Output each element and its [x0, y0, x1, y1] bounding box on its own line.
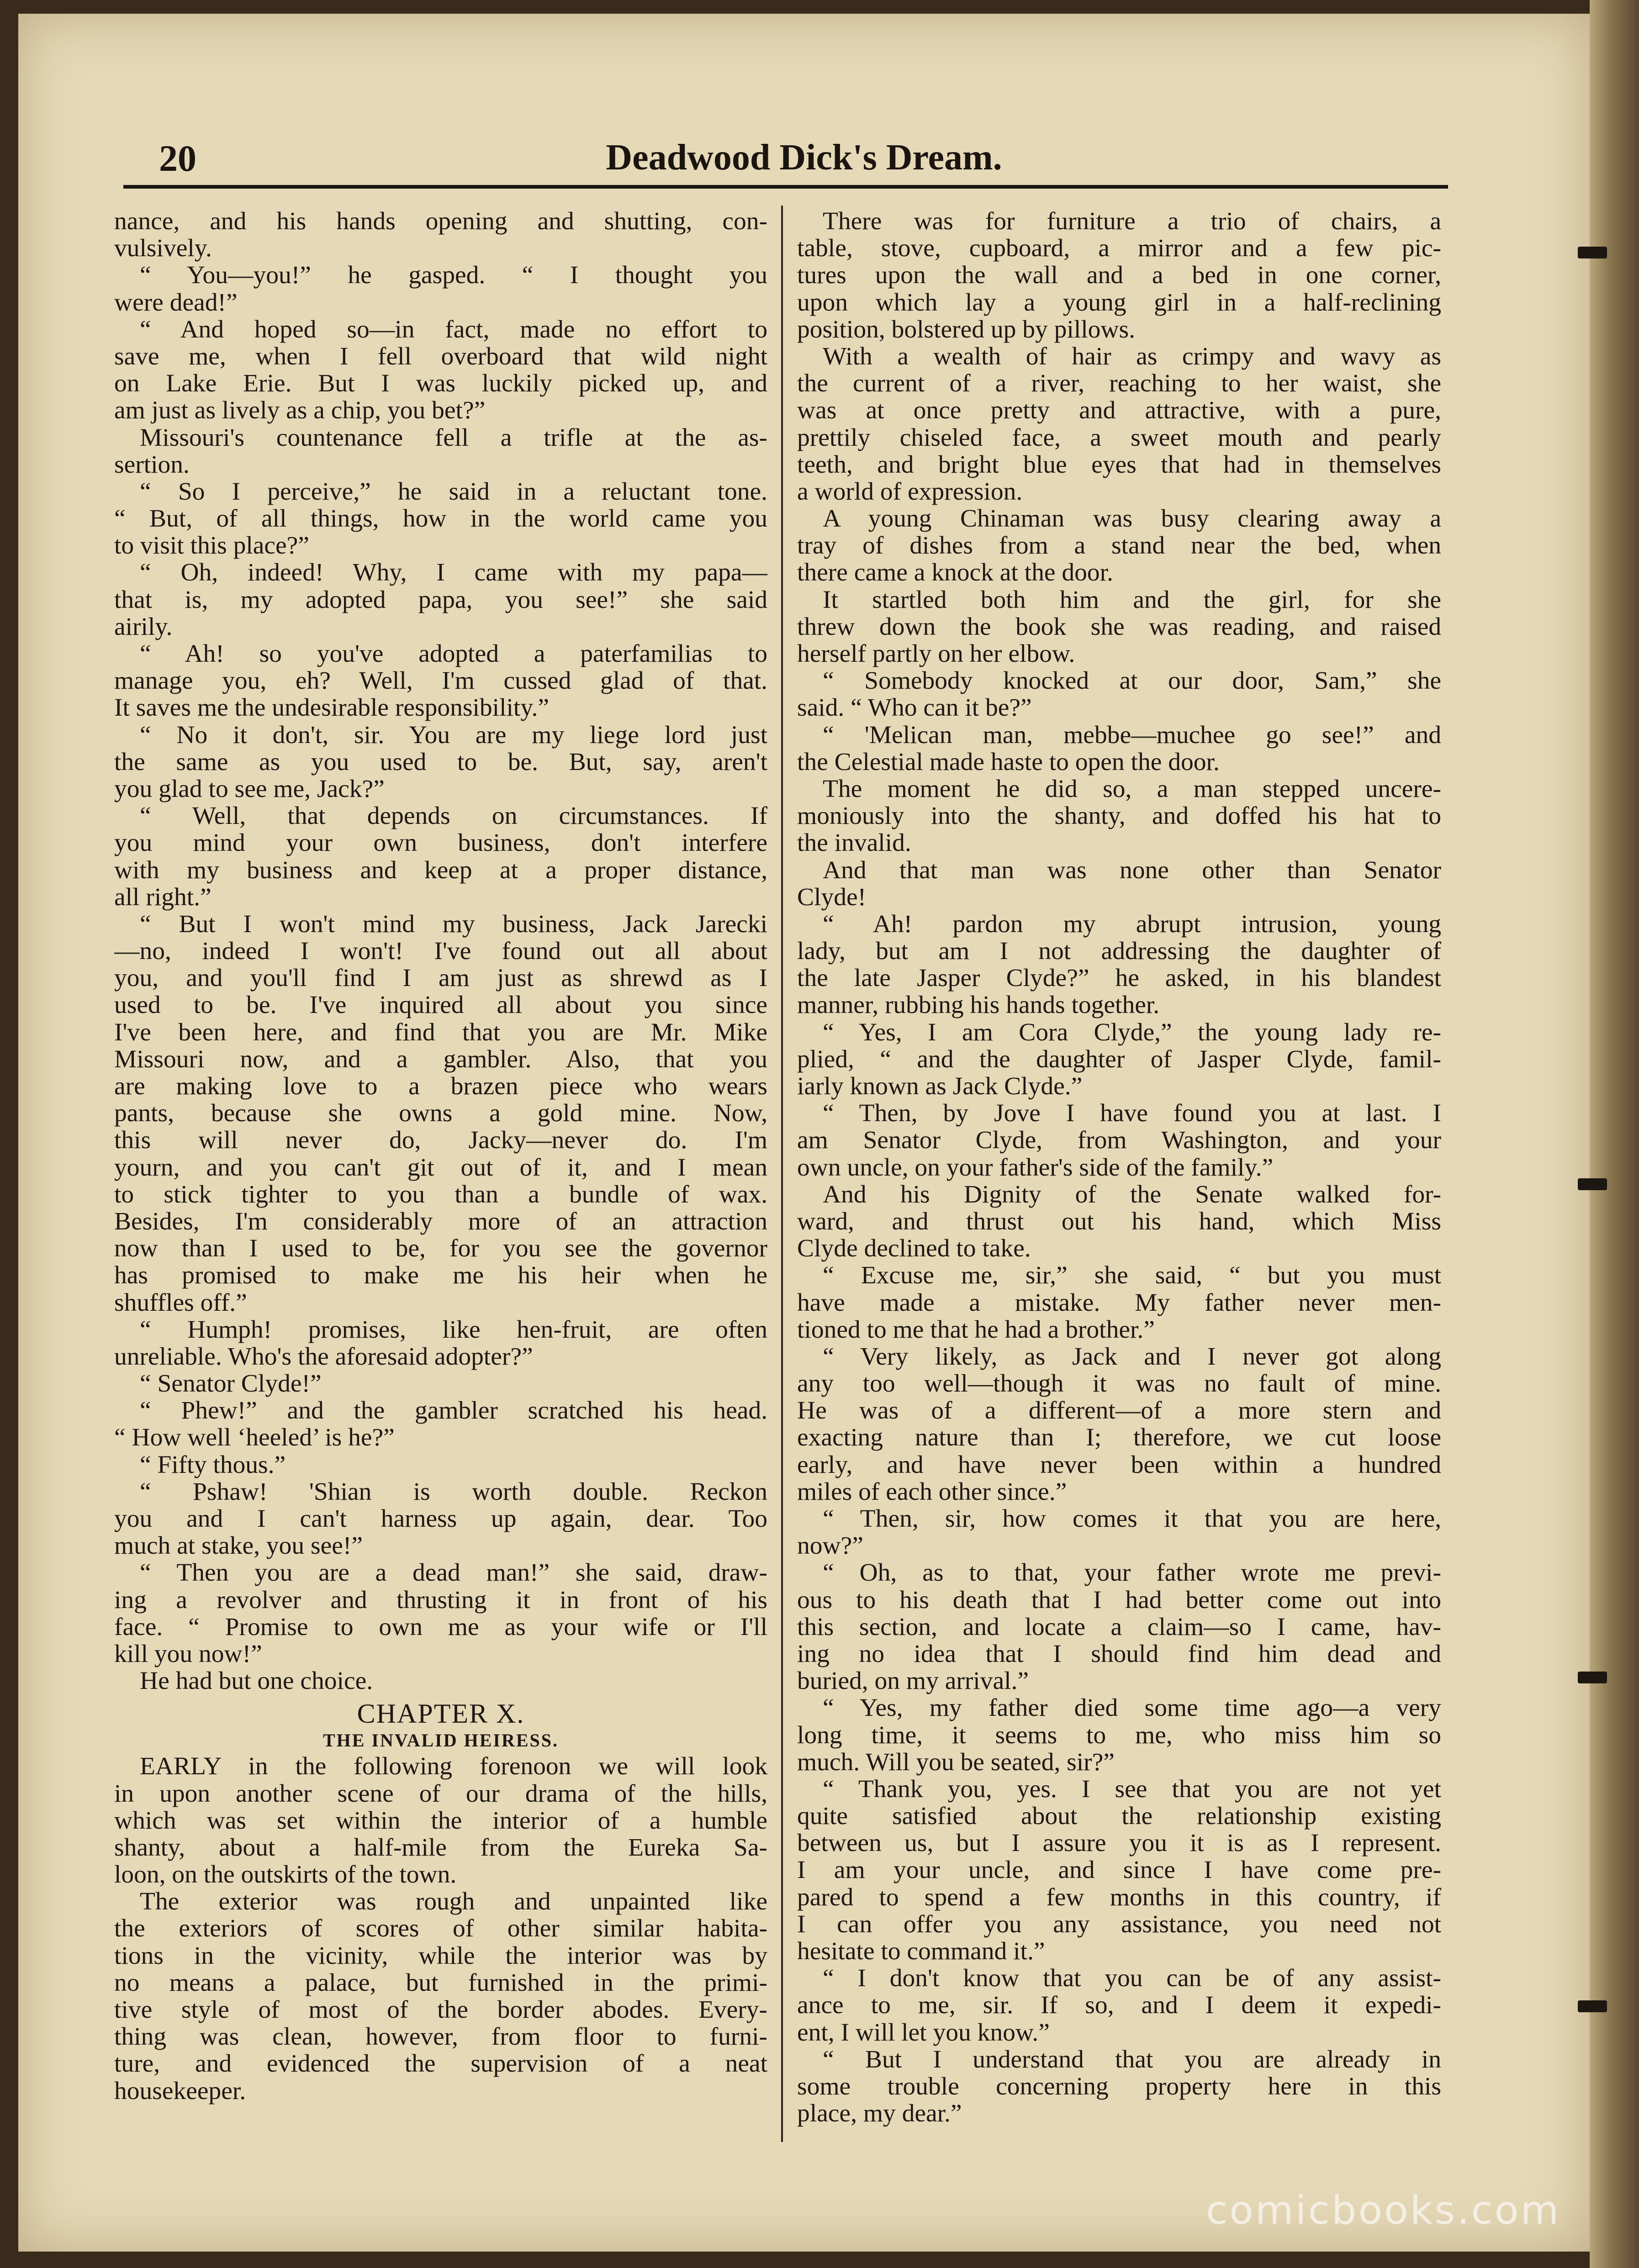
text-line: housekeeper.: [114, 2077, 246, 2104]
text-line: “ How well ‘heeled’ is he?”: [114, 1424, 395, 1451]
text-line: much. Will you be seated, sir?”: [797, 1748, 1115, 1776]
text-line: the Celestial made haste to open the door.: [797, 748, 1220, 775]
text-line: Missouri's countenance fell a trifle at the as-: [140, 424, 767, 451]
text-line: I am your uncle, and since I have come pre-: [797, 1857, 1441, 1884]
text-line: used to be. I've inquired all about you since: [114, 992, 767, 1019]
text-line: the same as you used to be. But, say, aren't: [114, 748, 767, 775]
text-line: Clyde!: [797, 883, 867, 911]
text-line: ture, and evidenced the supervision of a neat: [114, 2050, 767, 2078]
text-line: He had but one choice.: [140, 1667, 373, 1695]
text-line: prettily chiseled face, a sweet mouth and pearly: [797, 424, 1441, 451]
text-line: Besides, I'm considerably more of an attraction: [114, 1208, 767, 1235]
text-line: were dead!”: [114, 289, 238, 316]
text-line: face. “ Promise to own me as your wife or I'll: [114, 1613, 767, 1640]
text-line: “ Then you are a dead man!” she said, draw-: [140, 1559, 767, 1587]
text-line: place, my dear.”: [797, 2100, 962, 2127]
text-line: tive style of most of the border abodes. Every-: [114, 1996, 767, 2024]
column-divider: [781, 206, 783, 2142]
text-line: which was set within the interior of a humble: [114, 1807, 767, 1834]
text-line: ous to his death that I had better come out into: [797, 1586, 1441, 1614]
text-line: loon, on the outskirts of the town.: [114, 1861, 457, 1888]
text-line: “ I don't know that you can be of any assist-: [823, 1965, 1441, 1992]
text-line: shanty, about a half-mile from the Eureka Sa-: [114, 1834, 767, 1862]
text-line: a world of expression.: [797, 478, 1023, 506]
text-line: exacting nature than I; therefore, we cut loose: [797, 1424, 1441, 1451]
text-line: upon which lay a young girl in a half-reclining: [797, 289, 1441, 316]
text-line: I can offer you any assistance, you need not: [797, 1910, 1441, 1938]
text-line: “ But, of all things, how in the world came you: [114, 505, 767, 533]
text-line: manner, rubbing his hands together.: [797, 992, 1160, 1019]
text-line: sertion.: [114, 451, 190, 478]
text-line: I've been here, and find that you are Mr. Mike: [114, 1018, 767, 1046]
binding-spine: [1590, 0, 1639, 2268]
text-line: “ Then, sir, how comes it that you are here,: [823, 1505, 1441, 1533]
staple: [1578, 247, 1607, 258]
text-line: airily.: [114, 613, 173, 640]
left-column: [114, 208, 767, 2104]
text-line: The moment he did so, a man stepped uncere-: [823, 775, 1441, 803]
text-line: quite satisfied about the relationship existing: [797, 1803, 1441, 1830]
text-line: “ Humph! promises, like hen-fruit, are often: [140, 1316, 767, 1343]
text-line: pants, because she owns a gold mine. Now,: [114, 1100, 767, 1127]
text-line: to stick tighter to you than a bundle of wax.: [114, 1181, 767, 1208]
text-line: much at stake, you see!”: [114, 1532, 363, 1560]
text-line: He was of a different—of a more stern and: [797, 1397, 1441, 1424]
text-line: And his Dignity of the Senate walked for-: [823, 1181, 1441, 1208]
text-line: hesitate to command it.”: [797, 1938, 1045, 1965]
text-line: that is, my adopted papa, you see!” she said: [114, 586, 767, 613]
text-line: tray of dishes from a stand near the bed, when: [797, 532, 1441, 559]
text-line: Clyde declined to take.: [797, 1235, 1031, 1262]
text-line: are making love to a brazen piece who wears: [114, 1073, 767, 1100]
text-line: —no, indeed I won't! I've found out all about: [114, 938, 767, 965]
text-line: there came a knock at the door.: [797, 559, 1113, 586]
text-line: “ Yes, I am Cora Clyde,” the young lady re-: [823, 1018, 1441, 1046]
text-line: early, and have never been within a hundred: [797, 1451, 1441, 1478]
running-title: Deadwood Dick's Dream.: [606, 137, 1002, 178]
text-line: It startled both him and the girl, for she: [823, 586, 1441, 613]
text-line: tions in the vicinity, while the interior was by: [114, 1942, 767, 1969]
text-line: There was for furniture a trio of chairs, a: [823, 208, 1441, 235]
text-line: all right.”: [114, 883, 211, 911]
text-line: “ Excuse me, sir,” she said, “ but you must: [823, 1262, 1441, 1289]
text-line: It saves me the undesirable responsibility.”: [114, 694, 549, 722]
text-line: threw down the book she was reading, and raised: [797, 613, 1441, 640]
text-line: nance, and his hands opening and shutting, con-: [114, 208, 767, 235]
text-line: “ Well, that depends on circumstances. If: [140, 802, 767, 830]
watermark: comicbooks.com: [1206, 2188, 1561, 2233]
text-line: now?”: [797, 1532, 863, 1560]
text-line: teeth, and bright blue eyes that had in themselves: [797, 451, 1441, 478]
text-line: “ But I won't mind my business, Jack Jarecki: [140, 910, 767, 938]
text-line: lady, but am I not addressing the daughter of: [797, 938, 1441, 965]
chapter-subtitle: THE INVALID HEIRESS.: [323, 1730, 559, 1751]
text-line: ward, and thrust out his hand, which Miss: [797, 1208, 1441, 1235]
header-rule: [123, 185, 1448, 189]
text-line: vulsively.: [114, 235, 212, 262]
left-column-text: [114, 208, 767, 1694]
text-line: was at once pretty and attractive, with a pure,: [797, 397, 1441, 424]
text-line: “ No it don't, sir. You are my liege lord just: [140, 721, 767, 749]
text-line: “ So I perceive,” he said in a reluctant tone.: [140, 478, 767, 506]
text-line: “ And hoped so—in fact, made no effort to: [140, 316, 767, 343]
text-line: this section, and locate a claim—so I came, hav-: [797, 1613, 1441, 1640]
text-line: The exterior was rough and unpainted like: [140, 1888, 767, 1915]
text-line: thing was clean, however, from floor to furni-: [114, 2023, 767, 2051]
text-line: ing no idea that I should find him dead and: [797, 1640, 1441, 1668]
text-line: “ 'Melican man, mebbe—muchee go see!” and: [823, 721, 1441, 749]
text-line: tioned to me that he had a brother.”: [797, 1316, 1155, 1343]
text-line: plied, “ and the daughter of Jasper Clyde, famil-: [797, 1045, 1441, 1073]
text-line: EARLY in the following forenoon we will look: [140, 1753, 767, 1780]
right-column: [797, 208, 1441, 2127]
text-line: “ Fifty thous.”: [140, 1451, 286, 1478]
text-line: any too well—though it was no fault of mine.: [797, 1370, 1441, 1398]
text-line: Missouri now, and a gambler. Also, that you: [114, 1045, 767, 1073]
text-line: yourn, and you can't git out of it, and I mean: [114, 1154, 767, 1181]
text-line: And that man was none other than Senator: [823, 856, 1441, 884]
text-line: shuffles off.”: [114, 1289, 247, 1316]
text-line: long time, it seems to me, who miss him so: [797, 1721, 1441, 1749]
text-line: iarly known as Jack Clyde.”: [797, 1073, 1083, 1100]
text-line: miles of each other since.”: [797, 1478, 1067, 1505]
text-line: to visit this place?”: [114, 532, 309, 559]
text-line: pared to spend a few months in this country, if: [797, 1883, 1441, 1911]
text-line: am just as lively as a chip, you bet?”: [114, 397, 486, 424]
text-line: “ Oh, as to that, your father wrote me previ-: [823, 1559, 1441, 1587]
text-line: the invalid.: [797, 829, 911, 857]
text-line: moniously into the shanty, and doffed his hat to: [797, 802, 1441, 830]
right-column-text: [797, 208, 1441, 2127]
text-line: buried, on my arrival.”: [797, 1667, 1029, 1695]
text-line: ent, I will let you know.”: [797, 2019, 1050, 2046]
staple: [1578, 1672, 1607, 1683]
text-line: With a wealth of hair as crimpy and wavy as: [823, 343, 1441, 370]
text-line: no means a palace, but furnished in the primi-: [114, 1969, 767, 1996]
text-line: now than I used to be, for you see the governor: [114, 1235, 767, 1262]
text-line: save me, when I fell overboard that wild night: [114, 343, 767, 370]
text-line: you, and you'll find I am just as shrewd as I: [114, 965, 767, 992]
text-line: table, stove, cupboard, a mirror and a few pic-: [797, 235, 1441, 262]
text-line: you glad to see me, Jack?”: [114, 775, 385, 803]
text-line: “ Thank you, yes. I see that you are not yet: [823, 1775, 1441, 1803]
text-line: between us, but I assure you it is as I represent.: [797, 1830, 1441, 1857]
text-line: in upon another scene of our drama of the hills,: [114, 1780, 767, 1807]
staple: [1578, 1178, 1607, 1190]
text-line: own uncle, on your father's side of the family.”: [797, 1154, 1274, 1181]
text-line: ance to me, sir. If so, and I deem it expedi-: [797, 1992, 1441, 2019]
chapter-title: CHAPTER X.: [357, 1698, 525, 1729]
text-line: unreliable. Who's the aforesaid adopter?”: [114, 1343, 533, 1371]
text-line: ing a revolver and thrusting it in front of his: [114, 1586, 767, 1614]
staple: [1578, 2000, 1607, 2012]
text-line: manage you, eh? Well, I'm cussed glad of that.: [114, 667, 767, 695]
text-line: the current of a river, reaching to her waist, she: [797, 370, 1441, 397]
text-line: position, bolstered up by pillows.: [797, 316, 1135, 343]
text-line: “ Oh, indeed! Why, I came with my papa—: [140, 559, 767, 586]
text-line: said. “ Who can it be?”: [797, 694, 1032, 722]
text-line: “ Ah! so you've adopted a paterfamilias to: [140, 640, 767, 668]
page-number: 20: [159, 137, 196, 179]
text-line: on Lake Erie. But I was luckily picked up, and: [114, 370, 767, 397]
text-line: “ Pshaw! 'Shian is worth double. Reckon: [140, 1478, 767, 1505]
text-line: tures upon the wall and a bed in one corner,: [797, 262, 1441, 289]
text-line: kill you now!”: [114, 1640, 262, 1668]
text-line: “ Very likely, as Jack and I never got along: [823, 1343, 1441, 1371]
text-line: “ Senator Clyde!”: [140, 1370, 322, 1398]
text-line: “ Somebody knocked at our door, Sam,” she: [823, 667, 1441, 695]
text-line: with my business and keep at a proper distance,: [114, 856, 767, 884]
text-line: has promised to make me his heir when he: [114, 1262, 767, 1289]
text-line: this will never do, Jacky—never do. I'm: [114, 1127, 767, 1154]
text-line: A young Chinaman was busy clearing away a: [823, 505, 1441, 533]
text-line: the exteriors of scores of other similar habita-: [114, 1915, 767, 1942]
text-line: am Senator Clyde, from Washington, and your: [797, 1127, 1441, 1154]
text-line: herself partly on her elbow.: [797, 640, 1075, 668]
left-column-text-after-chapter: [114, 1753, 767, 2104]
text-line: “ You—you!” he gasped. “ I thought you: [140, 262, 767, 289]
text-line: have made a mistake. My father never men-: [797, 1289, 1441, 1316]
text-line: “ Ah! pardon my abrupt intrusion, young: [823, 910, 1441, 938]
text-line: “ But I understand that you are already in: [823, 2046, 1441, 2073]
text-line: you mind your own business, don't interfere: [114, 829, 767, 857]
text-line: “ Phew!” and the gambler scratched his head.: [140, 1397, 767, 1424]
text-line: “ Then, by Jove I have found you at last. I: [823, 1100, 1441, 1127]
text-line: you and I can't harness up again, dear. Too: [114, 1505, 767, 1533]
text-line: the late Jasper Clyde?” he asked, in his blandest: [797, 965, 1441, 992]
text-line: “ Yes, my father died some time ago—a very: [823, 1694, 1441, 1722]
text-line: some trouble concerning property here in this: [797, 2073, 1441, 2100]
